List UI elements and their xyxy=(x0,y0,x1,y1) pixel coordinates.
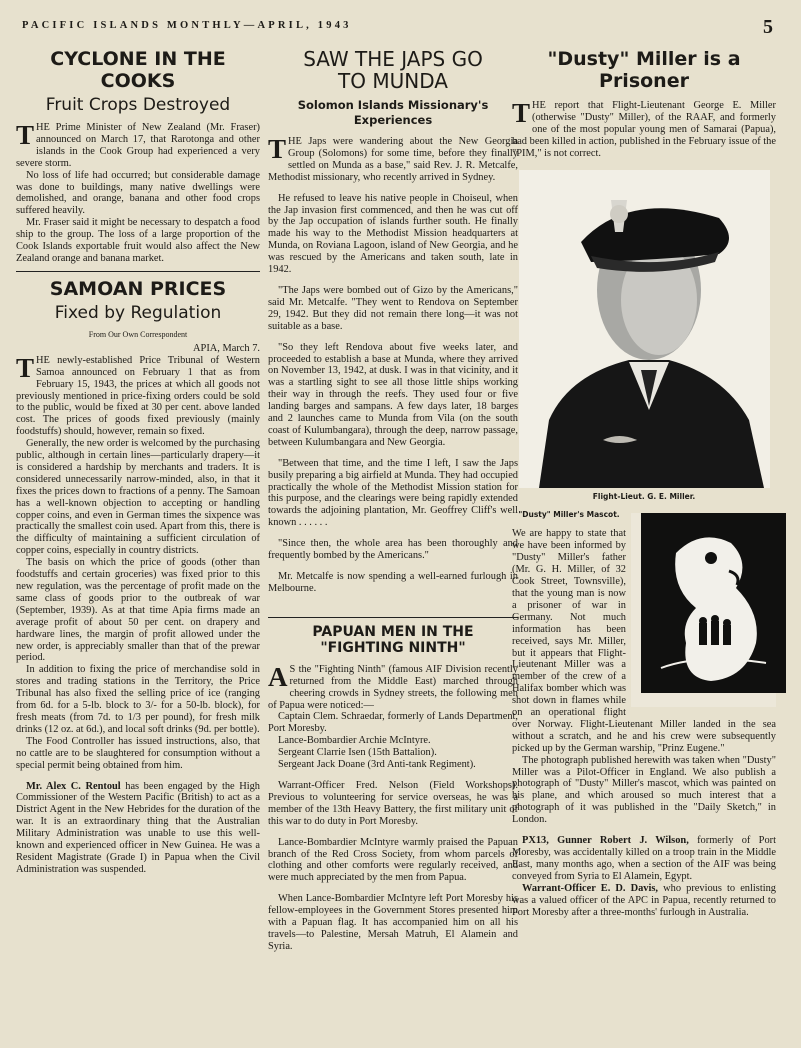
paragraph-rentoul xyxy=(16,781,260,876)
drop-cap: A xyxy=(268,661,288,692)
paragraph-text: who previous to enlisting was a valued officer of the APC in Papua, recently returned to Port Moresby after a three-months' furlough in Australia. xyxy=(512,882,776,918)
headline-line-2: COOKS xyxy=(100,70,176,92)
column-right xyxy=(512,48,776,918)
article-body xyxy=(16,343,260,876)
article-body xyxy=(512,100,776,160)
subhead-samoan-prices: Fixed by Regulation xyxy=(54,302,222,323)
paragraph: In addition to fixing the price of merchandise sold in stores and trading stations in the Territory, the Price Tribunal has also fixed the selling price of ice (ranging from 6d. for a 5-lb. block to 3/- for a 50-lb. block), for fresh meats (from 7d. to 1/3 per pound), for fresh milk drinks (12 oz. at 6d.), and local soft drinks (9d. per bottle). xyxy=(16,664,260,735)
paragraph-text: formerly of Port Moresby, was accidentally killed on a troop train in the Middle East, many months ago, when a section of the AIF was being conveyed from Syria to El Alamein, Egypt. xyxy=(512,835,777,882)
headline-line-2: "FIGHTING NINTH" xyxy=(320,639,466,656)
paragraph: Sergeant Clarrie Isen (15th Battalion). xyxy=(278,747,437,759)
name-lead: Warrant-Officer E. D. Davis, xyxy=(522,882,659,894)
paragraph: He refused to leave his native people in Choiseul, when the Jap invasion first commenced, and then he was cut off by the Jap occupation of islands further south. He finally made his way to the Methodist Mission headquarters at Munda, on Roviana Lagoon, island of New Georgia, and he was rescued by the Americans and taken south, late in 1942. xyxy=(268,192,518,276)
paragraph: HE Prime Minister of New Zealand (Mr. Fraser) announced on March 17, that Rarotonga and other islands in the Cook Group had experienced a very severe storm. xyxy=(16,122,260,169)
drop-cap: T xyxy=(268,134,287,164)
paragraph: Lance-Bombardier Archie McIntyre. xyxy=(278,735,431,747)
paragraph-wilson xyxy=(512,835,776,883)
headline-line-1: PAPUAN MEN IN THE xyxy=(312,623,474,640)
paragraph: Mr. Metcalfe is now spending a well-earned furlough in Melbourne. xyxy=(268,571,518,594)
article-munda xyxy=(268,48,518,595)
dateline: APIA, March 7. xyxy=(193,342,260,354)
mascot-photo xyxy=(631,513,776,707)
drop-cap: T xyxy=(512,98,531,128)
article-body xyxy=(268,136,518,595)
paragraph: Warrant-Officer Fred. Nelson (Field Workshops). Previous to volunteering for service overseas, he was a member of the 13th Heavy Battery, the first military unit of this war to do duty in Port Moresby. xyxy=(268,779,518,827)
article-samoan-prices xyxy=(16,278,260,876)
mascot-caption: "Dusty" Miller's Mascot. xyxy=(518,509,620,519)
paragraph: "Since then, the whole area has been thoroughly and frequently bombed by the Americans." xyxy=(268,538,518,562)
headline-fighting-ninth xyxy=(268,624,518,656)
headline-dusty-miller xyxy=(512,48,776,92)
column-left xyxy=(16,48,260,876)
paragraph: When Lance-Bombardier McIntyre left Port Moresby his fellow-employees in the Government Stores presented him with a Papuan flag. It has accompanied him on all his travels—to Palestine, Mersah Matruh, El Alamein and Syria. xyxy=(268,893,518,952)
byline: From Our Own Correspondent xyxy=(88,329,188,339)
paragraph: Generally, the new order is welcomed by the purchasing public, although in certain lines—particularly drapery—it is considered a hardship by merchants and traders. It is considered unnecessarily narrow-minded, also, in that it fixes the prices down to fractions of a penny. The Samoan has a well-known objection to accepting or handling copper coins, and even in German times the sixpence was practically the smallest coin used. Apart from this, there is the difficulty of maintaining a sufficient circulation of copper coins, especially in country districts. xyxy=(16,438,260,557)
paragraph: Mr. Fraser said it might be necessary to despatch a food ship to the group. The loss of a large proportion of the Cook Islands exportable fruit would also affect the New Zealand orange and banana market. xyxy=(16,217,260,264)
article-cyclone xyxy=(16,48,260,265)
headline-line-1: "Dusty" Miller is a xyxy=(547,48,741,70)
portrait-photo xyxy=(519,170,770,488)
portrait-caption: Flight-Lieut. G. E. Miller. xyxy=(592,491,696,501)
paragraph: HE Japs were wandering about the New Georgia Group (Solomons) for some time, before they finally settled on Munda as a base," said Rev. J. R. Metcalfe, Methodist missionary, who recently arrived in Sydney. xyxy=(268,136,518,183)
portrait-photo-illustration xyxy=(519,170,770,488)
name-lead: Mr. Alex C. Rentoul xyxy=(26,780,121,792)
paragraph: The basis on which the price of goods (other than foodstuffs and certain groceries) was fixed prior to this new regulation, was the percentage of profit made on the same class of goods prior to the outbreak of war (September, 1939). As at that time Apia firms made an average profit of about 50 per cent. on drapery and hardware lines, the margin of profit allowed under the new order, is appreciably smaller than that of the prewar period. xyxy=(16,557,260,664)
paragraph-text: has been engaged by the High Commissioner of the Western Pacific (British) to act as a District Agent in the New Hebrides for the duration of the war. It is an extraordinary thing that the Australian Military Administration was unable to use this well-known and experienced officer in New Guinea. He was a Resident Magistrate (Grade I) in Papua when the Civil Administration was suspended. xyxy=(16,780,260,875)
paragraph: Sergeant Jack Doane (3rd Anti-tank Regiment). xyxy=(278,759,476,771)
divider xyxy=(268,617,518,618)
paragraph: Captain Clem. Schraedar, formerly of Lands Department, Port Moresby. xyxy=(268,711,518,735)
article-body xyxy=(16,122,260,265)
headline-line-2: Prisoner xyxy=(599,70,689,92)
subhead-cyclone: Fruit Crops Destroyed xyxy=(45,95,231,115)
headline-line-2: TO MUNDA xyxy=(338,69,448,93)
divider xyxy=(16,271,260,272)
headline-munda xyxy=(268,48,518,92)
column-middle xyxy=(268,48,518,953)
article-body xyxy=(512,509,776,919)
mascot-illustration xyxy=(641,513,786,693)
headline-cyclone xyxy=(16,48,260,92)
article-dusty-miller xyxy=(512,48,776,918)
name-lead: PX13, Gunner Robert J. Wilson, xyxy=(522,835,689,847)
headline-line-1: SAW THE JAPS GO xyxy=(303,47,483,71)
paragraph: Lance-Bombardier McIntyre warmly praised the Papuan branch of the Red Cross Society, from whom parcels of clothing and other comforts were regularly received, and were much appreciated by the men from Papua. xyxy=(268,836,518,884)
paragraph: The photograph published herewith was taken when "Dusty" Miller was a Pilot-Officer in England. We also publish a photograph of "Dusty" Miller's mascot, which was painted on his plane, and which aroused so much interest that a photograph of it was published in the "Daily Sketch," in London. xyxy=(512,754,776,826)
headline-line-1: CYCLONE IN THE xyxy=(50,48,226,70)
subhead-munda: Solomon Islands Missionary's Experiences xyxy=(297,98,489,127)
article-body xyxy=(268,661,518,953)
paragraph-text: We are happy to state that we have been informed by "Dusty" Miller's father (Mr. G. H. Miller, of 32 Cook Street, Townsville), that the young man is now a prisoner of war in Germany. Not much information has been received, says Mr. Miller, but it appears that Flight-Lieutenant Miller was a member of the crew of a Halifax bomber which was shot down in flames while on an operational flight over Norway. Flight-Lieutenant Miller landed in the sea without a scratch, and he and his crew were subsequently picked up by the German warship, "Prinz Eugene." xyxy=(512,528,776,754)
drop-cap: T xyxy=(16,120,35,150)
paragraph: HE report that Flight-Lieutenant George E. Miller (otherwise "Dusty" Miller), of the RAAF, and formerly one of the most popular young men of Samarai (Papua), had been killed in action, published in the February issue of the "PIM," is not correct. xyxy=(512,100,776,159)
paragraph-davis xyxy=(512,883,776,919)
page-number: 5 xyxy=(763,16,773,38)
paragraph: "Between that time, and the time I left, I saw the Japs busily preparing a big airfield at Munda. They had occupied practically the whole of the Methodist Mission station for this purpose, and the clearings were being rapidly extended towards the adjoining plantation, Mr. Geoffrey Cliff's well known . . . . . . xyxy=(268,457,518,529)
paragraph: The Food Controller has issued instructions, also, that no cattle are to be slaughtered for consumption without a special permit being obtained from him. xyxy=(16,735,260,771)
article-fighting-ninth xyxy=(268,624,518,953)
running-title: PACIFIC ISLANDS MONTHLY—APRIL, 1943 xyxy=(22,20,352,31)
paragraph: "The Japs were bombed out of Gizo by the Americans," said Mr. Metcalfe. "They went to Rendova on September 29, 1942. But they did not remain there long—it was not suitable as a base. xyxy=(268,284,518,332)
paragraph: "So they left Rendova about five weeks later, and proceeded to establish a base at Munda, where they arrived on November 13, 1942, at dusk. I was in that vicinity, and it was a startling sight to see all those little ships working their way in through the reefs. They used four or five landing barges and sampans. A few days later, 18 barges and 2 launches came to Munda from Vila (on the south coast of Kulumbangara), through the deep, narrow passage, between Kulumbangara and New Georgia. xyxy=(268,341,518,448)
drop-cap: T xyxy=(16,352,35,383)
paragraph: S the "Fighting Ninth" (famous AIF Division recently returned from the Middle East) marched through cheering crowds in Sydney streets, the following men of Papua were noticed:— xyxy=(268,663,518,711)
paragraph: HE newly-established Price Tribunal of Western Samoa announced on February 1 that as from February 15, 1943, the prices at which all goods not previously mentioned in price-fixing orders could be sold to the public, would be fixed at 30 per cent. above landed cost. The prices of goods fixed previously (mainly foodstuffs) should, however, remain so fixed. xyxy=(16,354,260,438)
paragraph: No loss of life had occurred; but considerable damage was done to buildings, many native dwellings were demolished, and orange, banana and other food crops suffered heavily. xyxy=(16,169,260,217)
headline-samoan-prices: SAMOAN PRICES xyxy=(49,277,227,300)
